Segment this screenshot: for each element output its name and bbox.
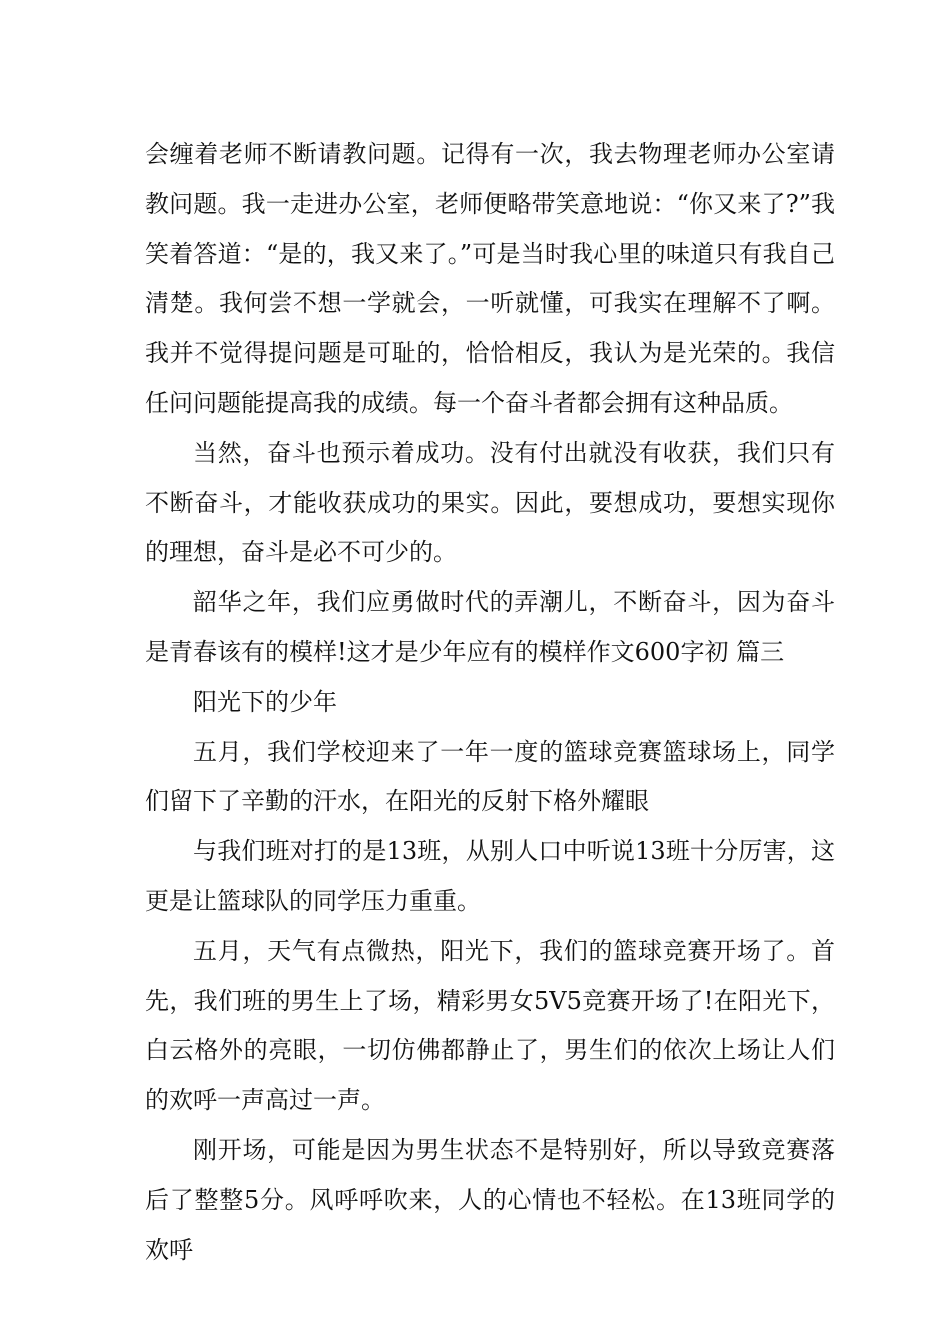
paragraph-6: 与我们班对打的是13班，从别人口中听说13班十分厉害，这更是让篮球队的同学压力重重。 <box>145 837 835 915</box>
paragraph-8: 刚开场，可能是因为男生状态不是特别好，所以导致竞赛落后了整整5分。风呼呼吹来，人的心情也不轻松。在13班同学的欢呼 <box>145 1135 835 1264</box>
body-text <box>145 130 835 1275</box>
section-heading: 阳光下的少年 <box>193 687 337 716</box>
paragraph-3: 韶华之年，我们应勇做时代的弄潮儿，不断奋斗，因为奋斗是青春该有的模样!这才是少年应有的模样作文600字初 篇三 <box>145 588 835 666</box>
paragraph-1: 会缠着老师不断请教问题。记得有一次，我去物理老师办公室请教问题。我一走进办公室，老师便略带笑意地说：“你又来了?”我笑着答道：“是的，我又来了。”可是当时我心里的味道只有我自己清楚。我何尝不想一学就会，一听就懂，可我实在理解不了啊。我并不觉得提问题是可耻的，恰恰相反，我认为是光荣的。我信任问问题能提高我的成绩。每一个奋斗者都会拥有这种品质。 <box>145 140 835 417</box>
paragraph-7: 五月，天气有点微热，阳光下，我们的篮球竞赛开场了。首先，我们班的男生上了场，精彩男女5V5竞赛开场了!在阳光下，白云格外的亮眼，一切仿佛都静止了，男生们的依次上场让人们的欢呼一声高过一声。 <box>145 936 835 1115</box>
paragraph-2: 当然，奋斗也预示着成功。没有付出就没有收获，我们只有不断奋斗，才能收获成功的果实。因此，要想成功，要想实现你的理想，奋斗是必不可少的。 <box>145 438 835 567</box>
paragraph-5: 五月，我们学校迎来了一年一度的篮球竞赛篮球场上，同学们留下了辛勤的汗水，在阳光的反射下格外耀眼 <box>145 737 835 816</box>
